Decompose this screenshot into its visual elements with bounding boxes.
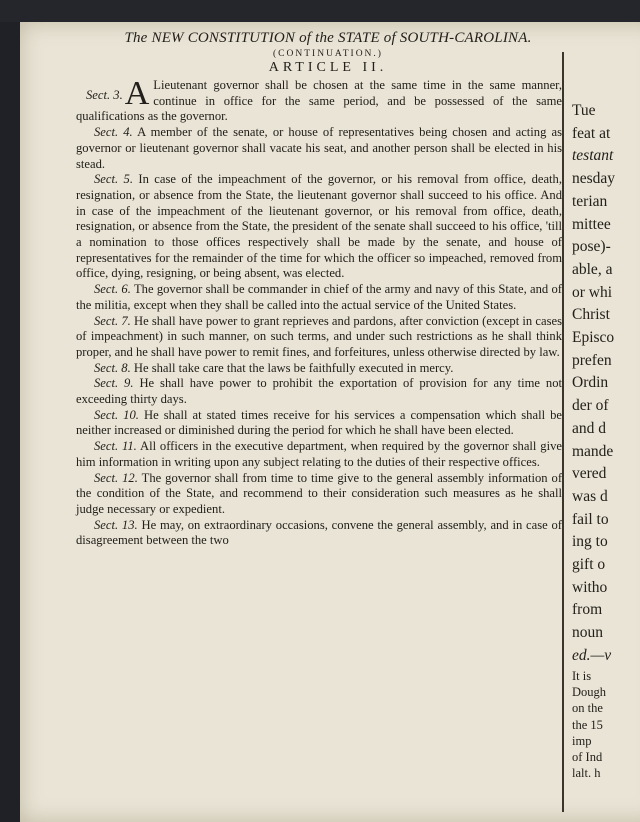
right-line: der of: [572, 397, 609, 415]
right-line: or whi: [572, 283, 613, 301]
right-line: vered: [572, 465, 607, 483]
section-5: [76, 172, 562, 282]
right-line: was d: [572, 487, 608, 505]
right-line: nesday: [572, 170, 616, 188]
right-line: prefen: [572, 351, 612, 369]
right-line: testant: [572, 147, 614, 165]
right-line: Tue: [572, 102, 596, 119]
drop-cap: A: [124, 75, 150, 112]
section-9: [76, 376, 562, 407]
right-line: the 15: [572, 717, 603, 732]
section-text: The governor shall be commander in chief of the army and navy of this State, and of the militia, except when they shall be called into the actual service of the United States.: [76, 282, 563, 312]
document-title: The NEW CONSTITUTION of the STATE of SOUTH-CAROLINA.: [124, 30, 532, 46]
section-mark: Sect. 11.: [94, 439, 137, 454]
section-mark: Sect. 5.: [94, 172, 133, 187]
right-column: [572, 100, 640, 668]
right-line: fail to: [572, 510, 609, 528]
section-text: He shall take care that the laws be faithfully executed in mercy.: [133, 360, 454, 375]
section-4: [76, 125, 562, 172]
continuation-label: (CONTINUATION.): [273, 49, 383, 59]
section-mark: Sect. 7.: [94, 313, 131, 328]
right-line: of Ind: [572, 750, 603, 765]
right-line: mande: [572, 442, 614, 460]
section-11: [76, 439, 562, 470]
section-text: All officers in the executive department, when required by the governor shall give him information in writing upon any subject relating to the duties of their respective offices.: [76, 439, 562, 469]
section-10: [76, 408, 562, 439]
right-line: able, a: [572, 260, 613, 278]
section-mark: Sect. 6.: [94, 282, 131, 297]
right-line: Dough: [572, 685, 607, 700]
right-line: ing to: [572, 533, 608, 551]
section-mark: Sect. 9.: [94, 376, 134, 391]
section-12: [76, 471, 562, 518]
section-text: Lieutenant governor shall be chosen at the same time in the same manner, continue in office for the same period, and be possessed of the same qualifications as the governor.: [76, 78, 562, 124]
section-text: The governor shall from time to time give to the general assembly information of the condition of the State, and recommend to their consideration such measures as he shall judge necessary or expedient.: [76, 470, 563, 516]
right-line: gift o: [572, 556, 606, 574]
right-line: imp: [572, 733, 592, 748]
section-mark: Sect. 3.: [86, 88, 123, 102]
right-line: from: [572, 601, 603, 619]
section-7: [76, 314, 562, 361]
section-text: A member of the senate, or house of representatives being chosen and acting as governor or lieutenant governor shall vacate his seat, and another person shall be elected in his stead.: [76, 125, 562, 171]
right-line: Ordin: [572, 374, 609, 392]
section-mark: Sect. 4.: [94, 125, 133, 140]
section-text: He shall have power to grant reprieves and pardons, after conviction (except in cases of impeachment) in such manner, on such terms, and under such restrictions as he shall think proper, and he shall have power to remit fines, and forfeitures, unless otherwise directed by law.: [76, 313, 562, 359]
section-mark: Sect. 13.: [94, 517, 138, 532]
section-6: [76, 282, 562, 313]
section-mark: Sect. 8.: [94, 360, 131, 375]
section-text: He may, on extraordinary occasions, convene the general assembly, and in case of disagreement between the two: [76, 517, 562, 548]
right-line: pose)-: [572, 238, 611, 256]
main-column: [76, 30, 562, 549]
right-line: lalt. h: [572, 766, 601, 781]
right-line: noun: [572, 624, 603, 642]
right-line: on the: [572, 701, 603, 716]
article-heading: ARTICLE II.: [268, 60, 388, 75]
right-line: Episco: [572, 329, 615, 347]
section-8: [76, 361, 562, 377]
section-text: He shall at stated times receive for his services a compensation which shall be neither increased or diminished during the period for which he shall have been elected.: [76, 407, 562, 438]
right-line: mittee: [572, 215, 611, 233]
section-mark: Sect. 12.: [94, 470, 138, 485]
page-top-background: [0, 0, 640, 22]
section-3: [76, 75, 562, 125]
section-text: In case of the impeachment of the governor, or his removal from office, death, resignation, or absence from the State, the lieutenant governor shall succeed to his office. And in case of the impeachment of the lieutenant governor, or his removal from office, death, resignation, or absence from the State, the president of the senate shall succeed to his office, 'till a nomination to those offices respectively shall be made by the senate, and house of representatives for the remainder of the time for which the officer so impeached, removed from office, dying, resigning, or being absent, was elected.: [76, 172, 563, 281]
column-rule: [562, 52, 564, 812]
section-mark: Sect. 10.: [94, 407, 139, 422]
right-line: witho: [572, 578, 608, 596]
right-line: ed.—v: [572, 646, 612, 664]
right-line: terian: [572, 192, 608, 210]
right-line: feat at: [572, 124, 611, 142]
section-13: [76, 518, 562, 549]
section-text: He shall have power to prohibit the exportation of provision for any time not exceeding thirty days.: [76, 376, 562, 407]
right-column-lower: [572, 668, 640, 781]
right-line: and d: [572, 419, 607, 437]
right-line: Christ: [572, 306, 610, 324]
right-line: It is: [572, 669, 592, 683]
